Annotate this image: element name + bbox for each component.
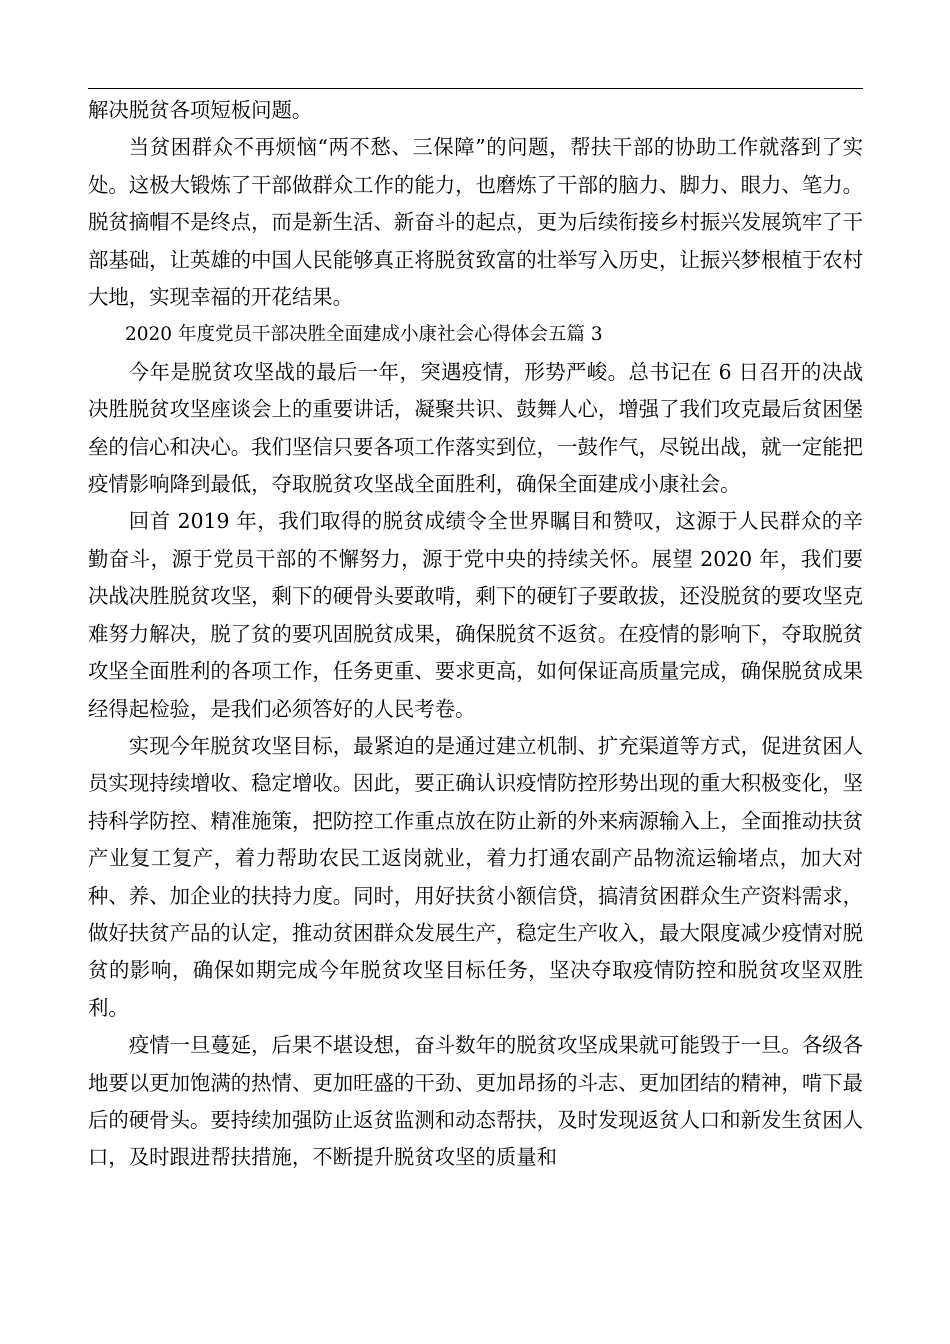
document-body	[88, 92, 863, 1177]
paragraph: 实现今年脱贫攻坚目标，最紧迫的是通过建立机制、扩充渠道等方式，促进贫困人员实现持续增收、稳定增收。因此，要正确认识疫情防控形势出现的重大积极变化，坚持科学防控、精准施策，把防控工作重点放在防止新的外来病源输入上，全面推动扶贫产业复工复产，着力帮助农民工返岗就业，着力打通农副产品物流运输堵点，加大对种、养、加企业的扶持力度。同时，用好扶贫小额信贷，搞清贫困群众生产资料需求，做好扶贫产品的认定，推动贫困群众发展生产，稳定生产收入，最大限度减少疫情对脱贫的影响，确保如期完成今年脱贫攻坚目标任务，坚决夺取疫情防控和脱贫攻坚双胜利。	[88, 733, 863, 1020]
paragraph-continuation: 解决脱贫各项短板问题。	[88, 98, 313, 122]
paragraph: 回首 2019 年，我们取得的脱贫成绩令全世界瞩目和赞叹，这源于人民群众的辛勤奋斗，源于党员干部的不懈努力，源于党中央的持续关怀。展望 2020 年，我们要决战决胜脱贫攻坚，剩下的硬骨头要敢啃，剩下的硬钉子要敢拔，还没脱贫的要攻坚克难努力解决，脱了贫的要巩固脱贫成果，确保脱贫不返贫。在疫情的影响下，夺取脱贫攻坚全面胜利的各项工作，任务更重、要求更高，如何保证高质量完成，确保脱贫成果经得起检验，是我们必须答好的人民考卷。	[88, 509, 863, 721]
section-heading: 2020 年度党员干部决胜全面建成小康社会心得体会五篇 3	[125, 324, 603, 346]
paragraph: 疫情一旦蔓延，后果不堪设想，奋斗数年的脱贫攻坚成果就可能毁于一旦。各级各地要以更加饱满的热情、更加旺盛的干劲、更加昂扬的斗志、更加团结的精神，啃下最后的硬骨头。要持续加强防止返贫监测和动态帮扶，及时发现返贫人口和新发生贫困人口，及时跟进帮扶措施，不断提升脱贫攻坚的质量和	[88, 1033, 863, 1170]
header-rule	[88, 88, 863, 89]
paragraph: 当贫困群众不再烦恼“两不愁、三保障”的问题，帮扶干部的协助工作就落到了实处。这极大锻炼了干部做群众工作的能力，也磨炼了干部的脑力、脚力、眼力、笔力。脱贫摘帽不是终点，而是新生活、新奋斗的起点，更为后续衔接乡村振兴发展筑牢了干部基础，让英雄的中国人民能够真正将脱贫致富的壮举写入历史，让振兴梦根植于农村大地，实现幸福的开花结果。	[88, 135, 863, 310]
paragraph: 今年是脱贫攻坚战的最后一年，突遇疫情，形势严峻。总书记在 6 日召开的决战决胜脱贫攻坚座谈会上的重要讲话，凝聚共识、鼓舞人心，增强了我们攻克最后贫困堡垒的信心和决心。我们坚信只要各项工作落实到位，一鼓作气，尽锐出战，就一定能把疫情影响降到最低，夺取脱贫攻坚战全面胜利，确保全面建成小康社会。	[88, 359, 863, 497]
